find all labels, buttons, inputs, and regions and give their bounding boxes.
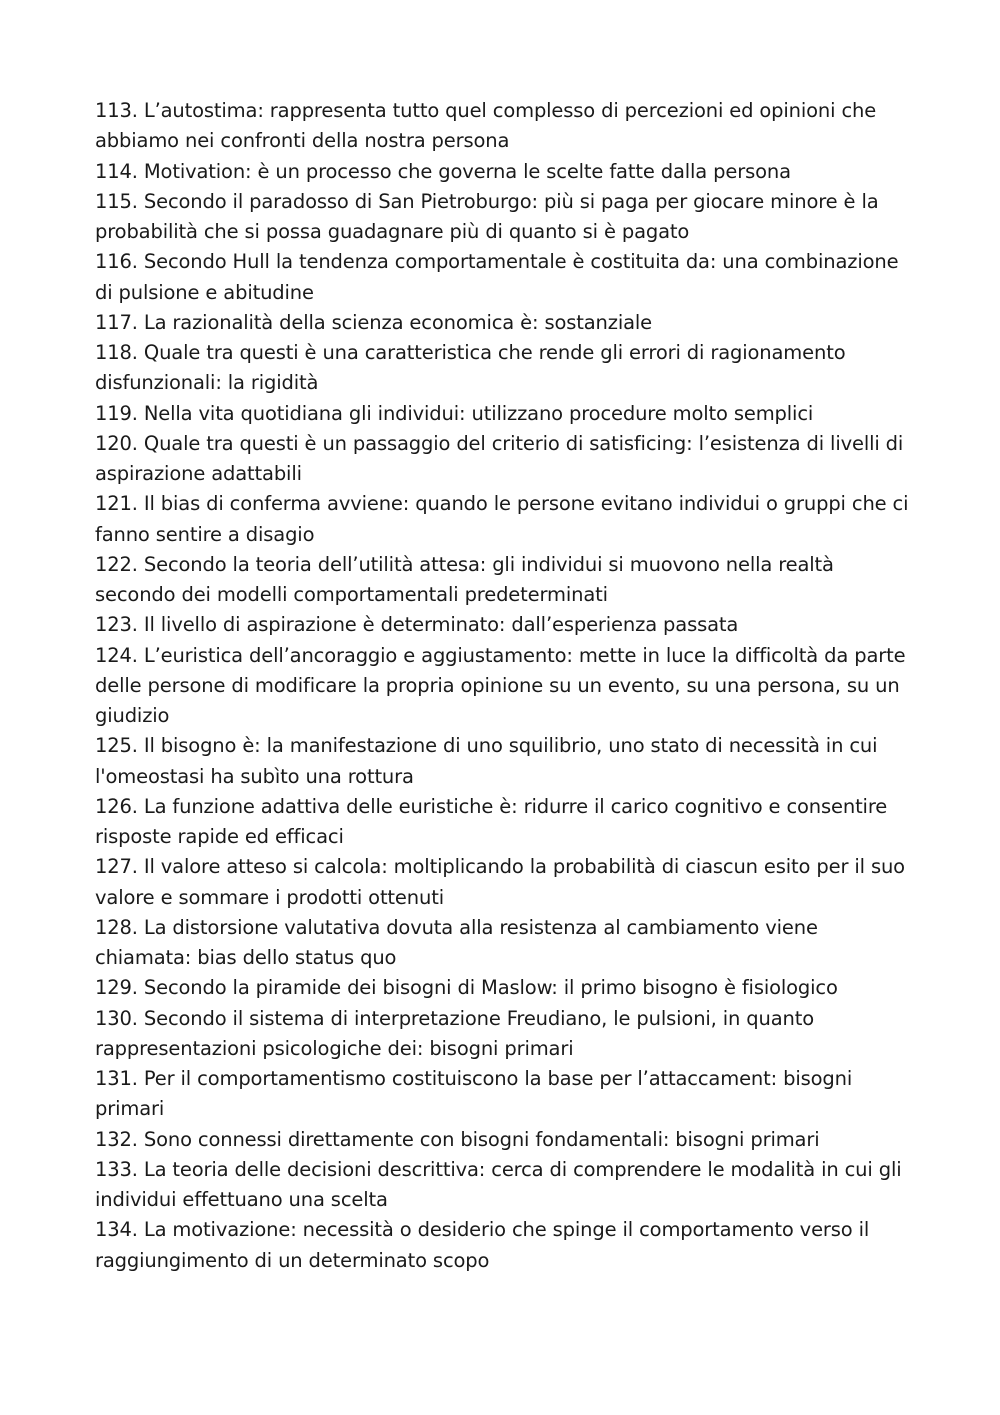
list-item: 123. Il livello di aspirazione è determinato: dall’esperienza passata (95, 613, 739, 637)
list-item: 119. Nella vita quotidiana gli individui: utilizzano procedure molto semplici (95, 401, 814, 425)
list-item: 129. Secondo la piramide dei bisogni di Maslow: il primo bisogno è fisiologico (95, 976, 838, 1000)
list-item: 115. Secondo il paradosso di San Pietroburgo: più si paga per giocare minore è la probabilità che si possa guadagnare più di quanto si è pagato (95, 189, 879, 243)
list-item: 114. Motivation: è un processo che governa le scelte fatte dalla persona (95, 159, 791, 183)
list-item: 128. La distorsione valutativa dovuta alla resistenza al cambiamento viene chiamata: bias dello status quo (95, 915, 818, 969)
list-item: 127. Il valore atteso si calcola: moltiplicando la probabilità di ciascun esito per il suo valore e sommare i prodotti ottenuti (95, 855, 905, 909)
list-item: 117. La razionalità della scienza economica è: sostanziale (95, 310, 653, 334)
list-item: 132. Sono connessi direttamente con bisogni fondamentali: bisogni primari (95, 1127, 820, 1151)
list-item: 130. Secondo il sistema di interpretazione Freudiano, le pulsioni, in quanto rappresentazioni psicologiche dei: bisogni primari (95, 1006, 815, 1060)
list-item: 118. Quale tra questi è una caratteristica che rende gli errori di ragionamento disfunzionali: la rigidità (95, 341, 846, 395)
list-item: 120. Quale tra questi è un passaggio del criterio di satisficing: l’esistenza di livelli di aspirazione adattabili (95, 431, 904, 485)
list-item: 122. Secondo la teoria dell’utilità attesa: gli individui si muovono nella realtà secondo dei modelli comportamentali predeterminati (95, 552, 834, 606)
list-item: 124. L’euristica dell’ancoraggio e aggiustamento: mette in luce la difficoltà da parte delle persone di modificare la propria opinione su un evento, su una persona, su un giudizio (95, 643, 906, 727)
list-item: 131. Per il comportamentismo costituiscono la base per l’attaccament: bisogni primari (95, 1067, 853, 1121)
question-answer-list (95, 96, 915, 1276)
list-item: 133. La teoria delle decisioni descrittiva: cerca di comprendere le modalità in cui gli individui effettuano una scelta (95, 1157, 902, 1211)
list-item: 125. Il bisogno è: la manifestazione di uno squilibrio, uno stato di necessità in cui l'omeostasi ha subìto una rottura (95, 734, 878, 788)
list-item: 126. La funzione adattiva delle euristiche è: ridurre il carico cognitivo e consentire risposte rapide ed efficaci (95, 794, 888, 848)
list-item: 113. L’autostima: rappresenta tutto quel complesso di percezioni ed opinioni che abbiamo nei confronti della nostra persona (95, 99, 877, 153)
list-item: 134. La motivazione: necessità o desiderio che spinge il comportamento verso il raggiungimento di un determinato scopo (95, 1218, 870, 1272)
list-item: 121. Il bias di conferma avviene: quando le persone evitano individui o gruppi che ci fanno sentire a disagio (95, 492, 909, 546)
list-item: 116. Secondo Hull la tendenza comportamentale è costituita da: una combinazione di pulsione e abitudine (95, 250, 899, 304)
